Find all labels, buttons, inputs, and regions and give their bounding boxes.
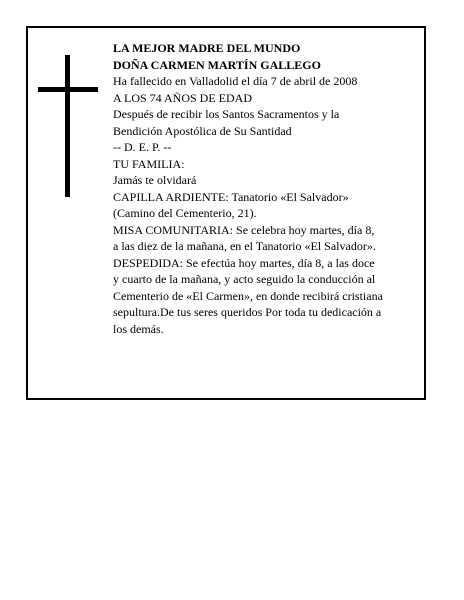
rip-line: -- D. E. P. -- [113,140,172,154]
sacraments-line-1: Después de recibir los Santos Sacramentos y la [113,107,340,121]
family-label: TU FAMILIA: [113,156,185,171]
cross-horizontal-bar [38,87,98,92]
farewell-line-5: los demás. [113,321,164,336]
obituary-text [113,40,423,337]
chapel-line-2: (Camino del Cementerio, 21). [113,206,257,220]
chapel-line-1: CAPILLA ARDIENTE: Tanatorio «El Salvador» [113,189,349,204]
deceased-name: DOÑA CARMEN MARTÍN GALLEGO [113,57,321,72]
latin-cross-icon [38,55,98,197]
farewell-line-3: Cementerio de «El Carmen», en donde recibirá cristiana [113,288,383,303]
mass-line-1: MISA COMUNITARIA: Se celebra hoy martes, día 8, [113,222,375,237]
sacraments-line-2: Bendición Apostólica de Su Santidad [113,123,292,138]
notice-heading: LA MEJOR MADRE DEL MUNDO [113,41,301,55]
farewell-line-4: sepultura.De tus seres queridos Por toda tu dedicación a [113,305,382,319]
age-statement: A LOS 74 AÑOS DE EDAD [113,90,253,105]
mass-line-2: a las diez de la mañana, en el Tanatorio «El Salvador». [113,239,376,253]
death-statement: Ha fallecido en Valladolid el día 7 de abril de 2008 [113,74,358,88]
cross-vertical-bar [65,55,70,197]
farewell-line-1: DESPEDIDA: Se efectúa hoy martes, día 8, a las doce [113,255,375,270]
never-forget-line: Jamás te olvidará [113,173,197,187]
farewell-line-2: y cuarto de la mañana, y acto seguido la conducción al [113,272,376,286]
